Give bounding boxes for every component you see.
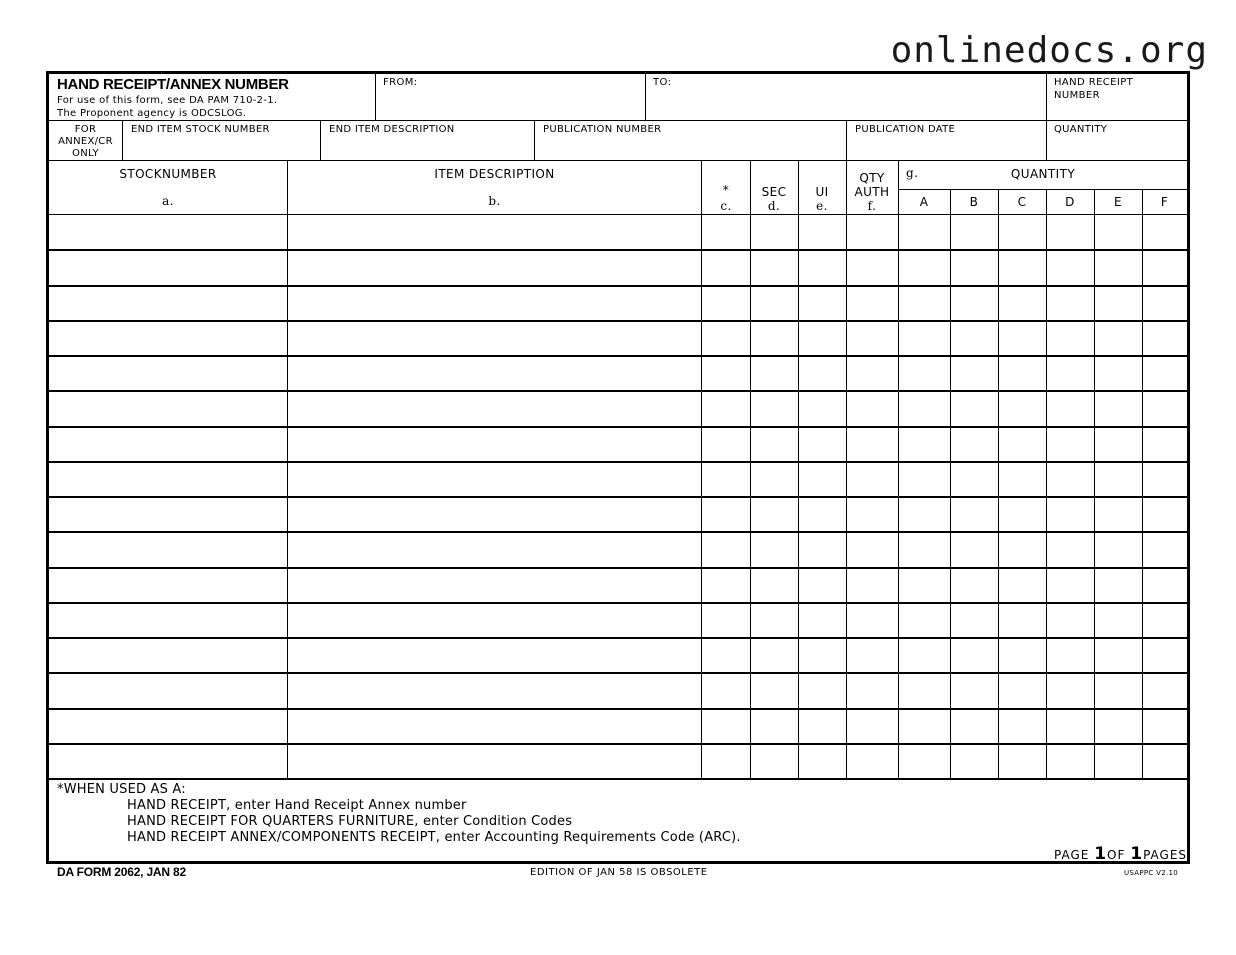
ui-cell[interactable] — [798, 355, 846, 390]
quantity-f-cell[interactable] — [1142, 602, 1187, 637]
quantity-e-cell[interactable] — [1094, 567, 1142, 602]
stock-number-cell[interactable] — [49, 214, 287, 249]
quantity-f-cell[interactable] — [1142, 743, 1187, 778]
quantity-b-cell[interactable] — [950, 390, 998, 425]
quantity-c-cell[interactable] — [998, 214, 1046, 249]
quantity-c-cell[interactable] — [998, 637, 1046, 672]
quantity-d-cell[interactable] — [1046, 249, 1094, 284]
quantity-f-cell[interactable] — [1142, 708, 1187, 743]
qty-auth-cell[interactable] — [846, 567, 898, 602]
item-description-cell[interactable] — [287, 567, 701, 602]
quantity-f-cell[interactable] — [1142, 214, 1187, 249]
quantity-col-c: C — [1017, 195, 1027, 209]
quantity-a-cell[interactable] — [898, 496, 950, 531]
stock-number-cell[interactable] — [49, 285, 287, 320]
qty-auth-cell[interactable] — [846, 285, 898, 320]
quantity-a-cell[interactable] — [898, 672, 950, 707]
quantity-a-cell[interactable] — [898, 461, 950, 496]
watermark: onlinedocs.org — [890, 30, 1208, 71]
quantity-a-cell[interactable] — [898, 249, 950, 284]
quantity-c-cell[interactable] — [998, 390, 1046, 425]
star-cell[interactable] — [701, 567, 750, 602]
item-description-header: ITEM DESCRIPTION — [434, 167, 555, 181]
quantity-d-cell[interactable] — [1046, 355, 1094, 390]
from-label: FROM: — [383, 77, 418, 88]
sec-cell[interactable] — [750, 567, 798, 602]
quantity-a-cell[interactable] — [898, 214, 950, 249]
quantity-b-cell[interactable] — [950, 708, 998, 743]
footnote-line-1: HAND RECEIPT, enter Hand Receipt Annex number — [127, 798, 467, 813]
item-description-cell[interactable] — [287, 461, 701, 496]
quantity-c-cell[interactable] — [998, 708, 1046, 743]
quantity-col-d: D — [1065, 195, 1075, 209]
qty-auth-header-1: QTY — [859, 171, 885, 185]
form-title: HAND RECEIPT/ANNEX NUMBER — [57, 76, 289, 93]
quantity-a-cell[interactable] — [898, 531, 950, 566]
qty-auth-cell[interactable] — [846, 214, 898, 249]
quantity-f-cell[interactable] — [1142, 461, 1187, 496]
quantity-f-cell[interactable] — [1142, 320, 1187, 355]
item-description-cell[interactable] — [287, 355, 701, 390]
qty-auth-cell[interactable] — [846, 461, 898, 496]
star-header: * — [722, 183, 730, 197]
quantity-e-cell[interactable] — [1094, 531, 1142, 566]
item-description-cell[interactable] — [287, 708, 701, 743]
quantity-c-cell[interactable] — [998, 567, 1046, 602]
for-annex-label-1: FOR — [74, 124, 97, 135]
stock-number-cell[interactable] — [49, 355, 287, 390]
sec-cell[interactable] — [750, 602, 798, 637]
quantity-b-cell[interactable] — [950, 743, 998, 778]
edition-note: EDITION OF JAN 58 IS OBSOLETE — [530, 867, 708, 878]
quantity-e-cell[interactable] — [1094, 355, 1142, 390]
star-cell[interactable] — [701, 214, 750, 249]
quantity-col-a: A — [919, 195, 929, 209]
quantity-d-cell[interactable] — [1046, 672, 1094, 707]
quantity-d-cell[interactable] — [1046, 285, 1094, 320]
publication-number-label: PUBLICATION NUMBER — [543, 124, 662, 135]
quantity-a-cell[interactable] — [898, 355, 950, 390]
item-description-cell[interactable] — [287, 249, 701, 284]
quantity-b-cell[interactable] — [950, 602, 998, 637]
quantity-d-cell[interactable] — [1046, 708, 1094, 743]
quantity-c-cell[interactable] — [998, 426, 1046, 461]
table-row — [49, 426, 1187, 461]
quantity-group-header: QUANTITY — [1010, 167, 1076, 181]
quantity-field[interactable] — [1047, 121, 1187, 160]
ui-cell[interactable] — [798, 320, 846, 355]
stock-number-cell[interactable] — [49, 672, 287, 707]
star-cell[interactable] — [701, 285, 750, 320]
hand-receipt-number-label-1: HAND RECEIPT — [1054, 77, 1134, 88]
quantity-f-cell[interactable] — [1142, 637, 1187, 672]
quantity-f-cell[interactable] — [1142, 496, 1187, 531]
quantity-c-cell[interactable] — [998, 672, 1046, 707]
quantity-f-cell[interactable] — [1142, 426, 1187, 461]
sec-letter: d. — [767, 199, 781, 213]
publication-date-label: PUBLICATION DATE — [855, 124, 956, 135]
page-total[interactable]: 1 — [1130, 844, 1144, 864]
end-item-stock-field[interactable] — [123, 121, 320, 160]
stock-number-cell[interactable] — [49, 320, 287, 355]
star-cell[interactable] — [701, 496, 750, 531]
quantity-group-letter: g. — [906, 166, 919, 180]
ui-cell[interactable] — [798, 390, 846, 425]
quantity-c-cell[interactable] — [998, 320, 1046, 355]
quantity-e-cell[interactable] — [1094, 637, 1142, 672]
ui-cell[interactable] — [798, 426, 846, 461]
quantity-c-cell[interactable] — [998, 355, 1046, 390]
quantity-c-cell[interactable] — [998, 285, 1046, 320]
quantity-c-cell[interactable] — [998, 602, 1046, 637]
quantity-e-cell[interactable] — [1094, 249, 1142, 284]
quantity-e-cell[interactable] — [1094, 708, 1142, 743]
quantity-b-cell[interactable] — [950, 637, 998, 672]
sec-cell[interactable] — [750, 708, 798, 743]
table-row — [49, 390, 1187, 425]
quantity-f-cell[interactable] — [1142, 285, 1187, 320]
quantity-label: QUANTITY — [1054, 124, 1108, 135]
ui-cell[interactable] — [798, 602, 846, 637]
quantity-b-cell[interactable] — [950, 426, 998, 461]
quantity-e-cell[interactable] — [1094, 320, 1142, 355]
ui-cell[interactable] — [798, 708, 846, 743]
quantity-d-cell[interactable] — [1046, 496, 1094, 531]
item-description-cell[interactable] — [287, 426, 701, 461]
table-row — [49, 320, 1187, 355]
table-row — [49, 355, 1187, 390]
stock-number-cell[interactable] — [49, 743, 287, 778]
item-description-cell[interactable] — [287, 602, 701, 637]
ui-cell[interactable] — [798, 743, 846, 778]
sec-cell[interactable] — [750, 531, 798, 566]
table-row — [49, 602, 1187, 637]
quantity-f-cell[interactable] — [1142, 672, 1187, 707]
end-item-description-label: END ITEM DESCRIPTION — [329, 124, 455, 135]
ui-cell[interactable] — [798, 285, 846, 320]
star-cell[interactable] — [701, 602, 750, 637]
sec-cell[interactable] — [750, 637, 798, 672]
quantity-col-b: B — [969, 195, 979, 209]
quantity-c-cell[interactable] — [998, 461, 1046, 496]
end-item-description-field[interactable] — [321, 121, 534, 160]
quantity-f-cell[interactable] — [1142, 531, 1187, 566]
qty-auth-cell[interactable] — [846, 390, 898, 425]
ui-cell[interactable] — [798, 249, 846, 284]
footnote-heading: *WHEN USED AS A: — [57, 782, 186, 797]
hand-receipt-form — [46, 71, 1190, 864]
page-label: PAGE — [1054, 848, 1090, 862]
quantity-a-cell[interactable] — [898, 743, 950, 778]
sec-header: SEC — [761, 185, 787, 199]
quantity-b-cell[interactable] — [950, 672, 998, 707]
publication-number-field[interactable] — [535, 121, 846, 160]
sec-cell[interactable] — [750, 390, 798, 425]
quantity-e-cell[interactable] — [1094, 390, 1142, 425]
to-label: TO: — [653, 77, 672, 88]
sec-cell[interactable] — [750, 285, 798, 320]
star-cell[interactable] — [701, 461, 750, 496]
to-field[interactable] — [646, 74, 1046, 120]
qty-auth-cell[interactable] — [846, 743, 898, 778]
sec-cell[interactable] — [750, 214, 798, 249]
table-row — [49, 567, 1187, 602]
star-cell[interactable] — [701, 672, 750, 707]
quantity-a-cell[interactable] — [898, 637, 950, 672]
quantity-e-cell[interactable] — [1094, 214, 1142, 249]
quantity-d-cell[interactable] — [1046, 426, 1094, 461]
for-annex-label-2: ANNEX/CR — [58, 136, 113, 147]
qty-auth-cell[interactable] — [846, 531, 898, 566]
quantity-e-cell[interactable] — [1094, 672, 1142, 707]
quantity-b-cell[interactable] — [950, 320, 998, 355]
quantity-f-cell[interactable] — [1142, 567, 1187, 602]
quantity-b-cell[interactable] — [950, 496, 998, 531]
sec-cell[interactable] — [750, 743, 798, 778]
quantity-a-cell[interactable] — [898, 708, 950, 743]
item-description-cell[interactable] — [287, 531, 701, 566]
quantity-b-cell[interactable] — [950, 355, 998, 390]
quantity-e-cell[interactable] — [1094, 426, 1142, 461]
quantity-c-cell[interactable] — [998, 249, 1046, 284]
table-row — [49, 531, 1187, 566]
ui-cell[interactable] — [798, 496, 846, 531]
ui-cell[interactable] — [798, 567, 846, 602]
item-description-cell[interactable] — [287, 637, 701, 672]
quantity-a-cell[interactable] — [898, 602, 950, 637]
item-description-cell[interactable] — [287, 390, 701, 425]
star-letter: c. — [720, 199, 732, 213]
qty-auth-cell[interactable] — [846, 355, 898, 390]
form-subtitle-2: The Proponent agency is ODCSLOG. — [57, 108, 247, 119]
quantity-b-cell[interactable] — [950, 461, 998, 496]
quantity-f-cell[interactable] — [1142, 390, 1187, 425]
quantity-e-cell[interactable] — [1094, 461, 1142, 496]
sec-cell[interactable] — [750, 249, 798, 284]
star-cell[interactable] — [701, 531, 750, 566]
ui-header: UI — [815, 185, 829, 199]
sec-cell[interactable] — [750, 672, 798, 707]
qty-auth-cell[interactable] — [846, 249, 898, 284]
item-description-cell[interactable] — [287, 285, 701, 320]
star-cell[interactable] — [701, 637, 750, 672]
ui-cell[interactable] — [798, 672, 846, 707]
stock-number-cell[interactable] — [49, 708, 287, 743]
table-row — [49, 637, 1187, 672]
quantity-d-cell[interactable] — [1046, 320, 1094, 355]
ui-cell[interactable] — [798, 461, 846, 496]
table-row — [49, 743, 1187, 778]
item-description-letter: b. — [488, 194, 501, 208]
quantity-d-cell[interactable] — [1046, 637, 1094, 672]
quantity-d-cell[interactable] — [1046, 214, 1094, 249]
sec-cell[interactable] — [750, 320, 798, 355]
sec-cell[interactable] — [750, 461, 798, 496]
stock-number-cell[interactable] — [49, 461, 287, 496]
hand-receipt-number-label-2: NUMBER — [1054, 90, 1100, 101]
page-number[interactable]: 1 — [1094, 844, 1108, 864]
star-cell[interactable] — [701, 708, 750, 743]
footnote-line-2: HAND RECEIPT FOR QUARTERS FURNITURE, enter Condition Codes — [127, 814, 573, 829]
quantity-b-cell[interactable] — [950, 567, 998, 602]
quantity-e-cell[interactable] — [1094, 743, 1142, 778]
star-cell[interactable] — [701, 320, 750, 355]
form-number: DA FORM 2062, JAN 82 — [57, 865, 186, 879]
stock-number-letter: a. — [162, 194, 174, 208]
pages-label: PAGES — [1143, 848, 1188, 862]
quantity-d-cell[interactable] — [1046, 531, 1094, 566]
qty-auth-cell[interactable] — [846, 496, 898, 531]
quantity-e-cell[interactable] — [1094, 496, 1142, 531]
quantity-d-cell[interactable] — [1046, 602, 1094, 637]
item-description-cell[interactable] — [287, 214, 701, 249]
item-description-cell[interactable] — [287, 672, 701, 707]
quantity-c-cell[interactable] — [998, 743, 1046, 778]
star-cell[interactable] — [701, 426, 750, 461]
star-cell[interactable] — [701, 249, 750, 284]
stock-number-cell[interactable] — [49, 496, 287, 531]
table-row — [49, 249, 1187, 284]
qty-auth-letter: f. — [867, 199, 877, 213]
quantity-d-cell[interactable] — [1046, 390, 1094, 425]
qty-auth-cell[interactable] — [846, 708, 898, 743]
quantity-col-f: F — [1160, 195, 1169, 209]
table-row — [49, 496, 1187, 531]
table-row — [49, 461, 1187, 496]
quantity-a-cell[interactable] — [898, 320, 950, 355]
star-cell[interactable] — [701, 743, 750, 778]
ui-cell[interactable] — [798, 214, 846, 249]
quantity-d-cell[interactable] — [1046, 461, 1094, 496]
sec-cell[interactable] — [750, 355, 798, 390]
stock-number-cell[interactable] — [49, 249, 287, 284]
qty-auth-cell[interactable] — [846, 426, 898, 461]
quantity-d-cell[interactable] — [1046, 567, 1094, 602]
quantity-b-cell[interactable] — [950, 285, 998, 320]
quantity-d-cell[interactable] — [1046, 743, 1094, 778]
stock-number-cell[interactable] — [49, 426, 287, 461]
quantity-b-cell[interactable] — [950, 214, 998, 249]
quantity-c-cell[interactable] — [998, 531, 1046, 566]
quantity-b-cell[interactable] — [950, 249, 998, 284]
hand-receipt-number-field[interactable] — [1047, 74, 1187, 120]
table-row — [49, 214, 1187, 249]
end-item-stock-label: END ITEM STOCK NUMBER — [131, 124, 270, 135]
footnote-line-3: HAND RECEIPT ANNEX/COMPONENTS RECEIPT, enter Accounting Requirements Code (ARC). — [127, 830, 741, 845]
quantity-f-cell[interactable] — [1142, 249, 1187, 284]
quantity-a-cell[interactable] — [898, 426, 950, 461]
stock-number-header: STOCKNUMBER — [119, 167, 217, 181]
stock-number-cell[interactable] — [49, 567, 287, 602]
ui-letter: e. — [816, 199, 828, 213]
ui-cell[interactable] — [798, 531, 846, 566]
for-annex-label-3: ONLY — [72, 148, 99, 159]
qty-auth-cell[interactable] — [846, 637, 898, 672]
qty-auth-cell[interactable] — [846, 320, 898, 355]
table-row — [49, 672, 1187, 707]
star-cell[interactable] — [701, 390, 750, 425]
version-note: USAPPC V2.10 — [1124, 869, 1179, 877]
from-field[interactable] — [376, 74, 644, 120]
item-description-cell[interactable] — [287, 496, 701, 531]
quantity-a-cell[interactable] — [898, 390, 950, 425]
page-indicator — [1054, 844, 1187, 864]
quantity-e-cell[interactable] — [1094, 602, 1142, 637]
ui-cell[interactable] — [798, 637, 846, 672]
stock-number-cell[interactable] — [49, 390, 287, 425]
quantity-b-cell[interactable] — [950, 531, 998, 566]
star-cell[interactable] — [701, 355, 750, 390]
sec-cell[interactable] — [750, 496, 798, 531]
table-row — [49, 708, 1187, 743]
form-subtitle-1: For use of this form, see DA PAM 710-2-1. — [57, 95, 278, 106]
quantity-e-cell[interactable] — [1094, 285, 1142, 320]
stock-number-cell[interactable] — [49, 531, 287, 566]
item-description-cell[interactable] — [287, 320, 701, 355]
publication-date-field[interactable] — [847, 121, 1046, 160]
sec-cell[interactable] — [750, 426, 798, 461]
quantity-a-cell[interactable] — [898, 567, 950, 602]
qty-auth-cell[interactable] — [846, 602, 898, 637]
of-label: OF — [1107, 848, 1126, 862]
stock-number-cell[interactable] — [49, 602, 287, 637]
qty-auth-header-2: AUTH — [854, 185, 890, 199]
quantity-col-e: E — [1114, 195, 1122, 209]
quantity-f-cell[interactable] — [1142, 355, 1187, 390]
quantity-c-cell[interactable] — [998, 496, 1046, 531]
stock-number-cell[interactable] — [49, 637, 287, 672]
table-row — [49, 285, 1187, 320]
item-description-cell[interactable] — [287, 743, 701, 778]
qty-auth-cell[interactable] — [846, 672, 898, 707]
quantity-a-cell[interactable] — [898, 285, 950, 320]
